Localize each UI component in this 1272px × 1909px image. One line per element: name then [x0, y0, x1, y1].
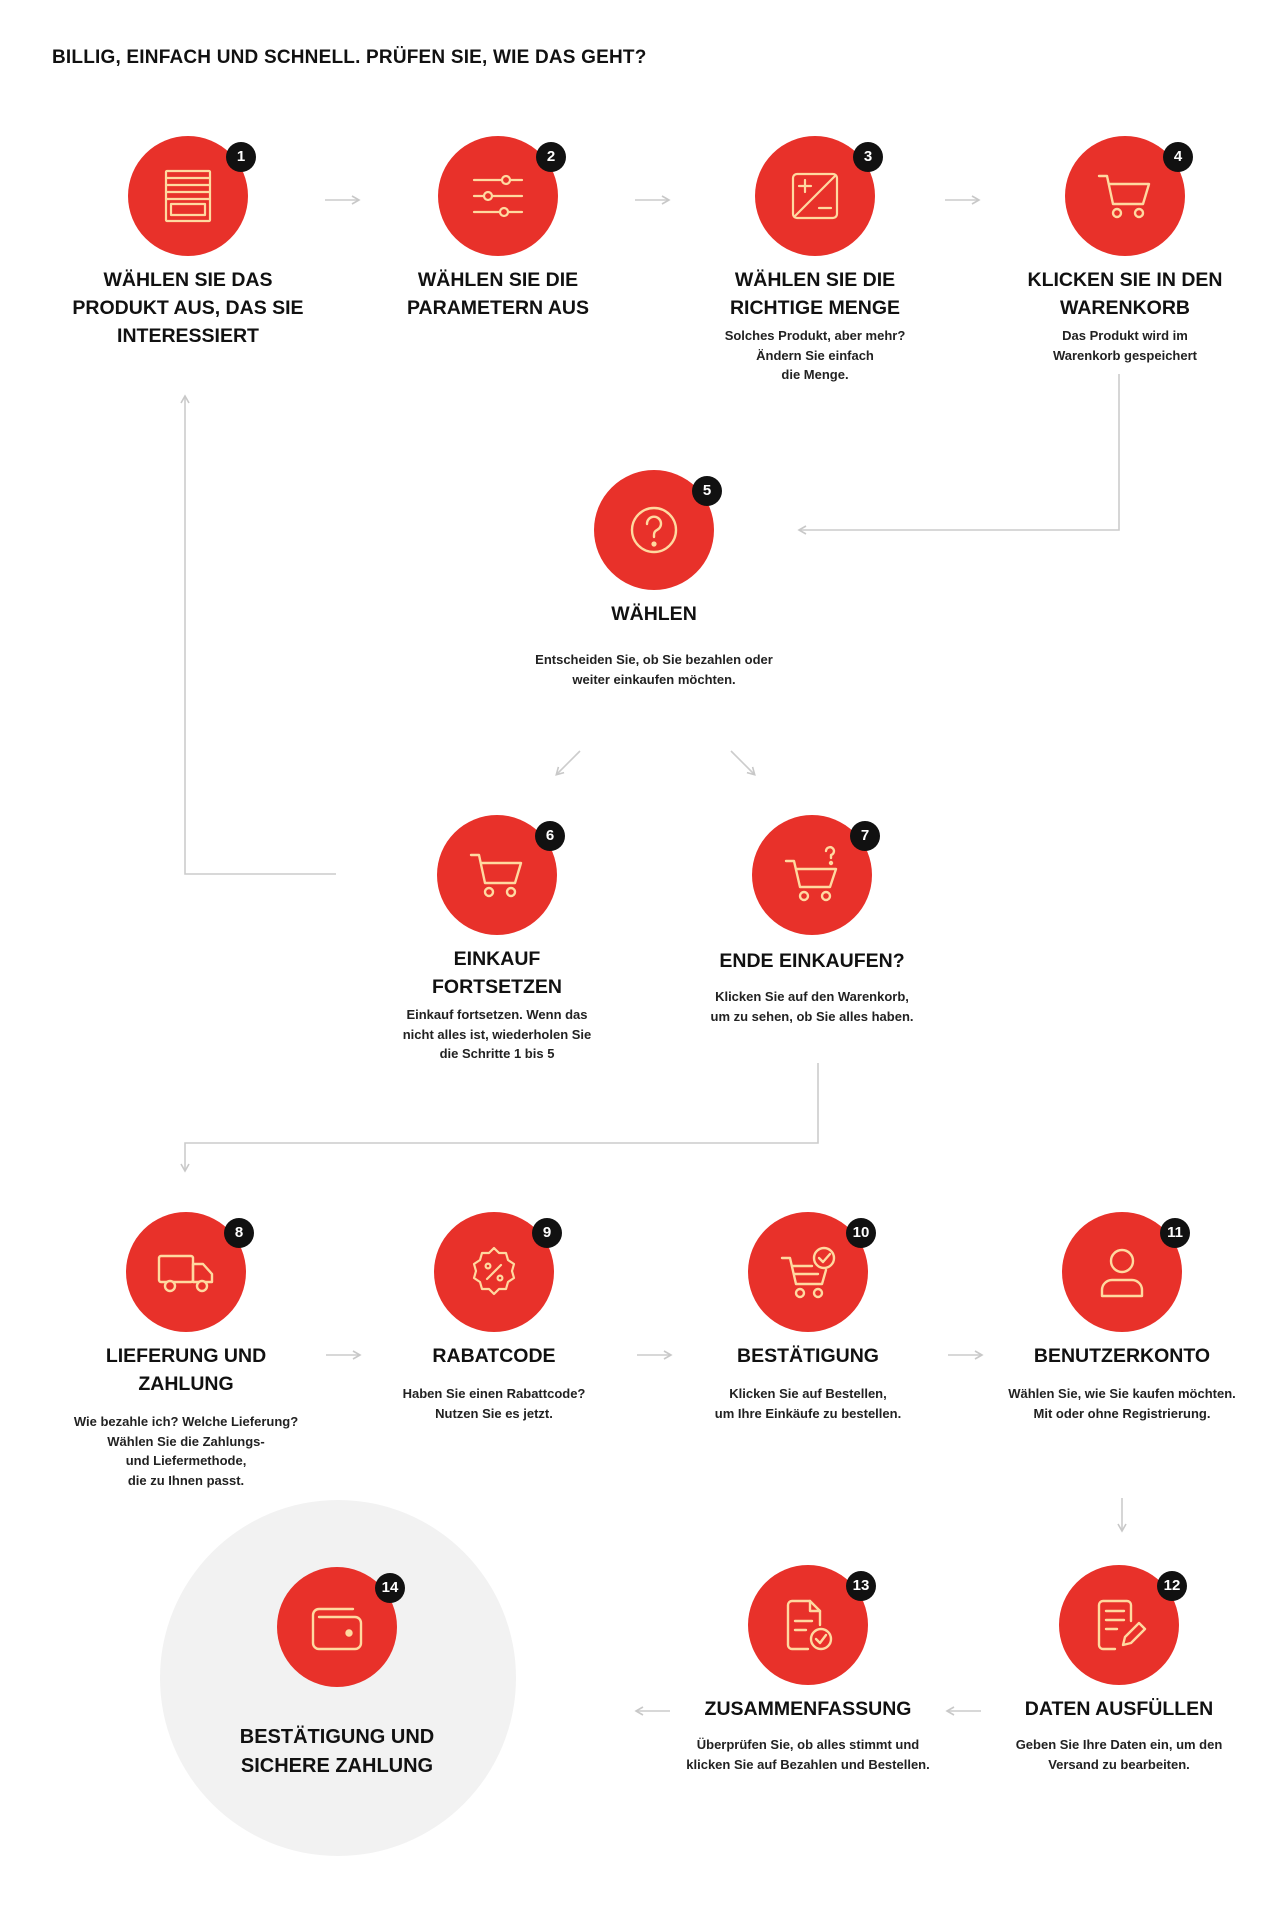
cart-check-icon: [778, 1242, 838, 1302]
step-circle: [1062, 1212, 1182, 1332]
step-title: ZUSAMMENFASSUNG: [704, 1698, 912, 1720]
step-number-badge: 12: [1157, 1571, 1187, 1601]
sliders-icon: [468, 166, 528, 226]
cart-icon: [467, 845, 527, 905]
step-circle: [434, 1212, 554, 1332]
step-number-badge: 13: [846, 1571, 876, 1601]
step-13: [658, 1565, 958, 1774]
step-1: [58, 136, 318, 350]
step-number-badge: 11: [1160, 1218, 1190, 1248]
step-9: [364, 1212, 624, 1423]
wallet-icon: [307, 1597, 367, 1657]
page-title: BILLIG, EINFACH UND SCHNELL. PRÜFEN SIE, WIE DAS GEHT?: [52, 47, 647, 68]
step-title: WÄHLEN SIE DIE RICHTIGE MENGE: [729, 269, 901, 319]
step-circle: [755, 136, 875, 256]
step-description: Überprüfen Sie, ob alles stimmt und klicken Sie auf Bezahlen und Bestellen.: [686, 1737, 930, 1772]
step-number-badge: 10: [846, 1218, 876, 1248]
step-title: LIEFERUNG UND ZAHLUNG: [105, 1345, 267, 1395]
step-title: KLICKEN SIE IN DEN WARENKORB: [1027, 269, 1223, 319]
step-title: DATEN AUSFÜLLEN: [1024, 1698, 1214, 1720]
step-circle: [748, 1565, 868, 1685]
form-edit-icon: [1089, 1595, 1149, 1655]
step-title: WÄHLEN: [611, 603, 697, 625]
step-title: EINKAUF FORTSETZEN: [432, 948, 562, 998]
arrow-5-6: [557, 751, 580, 774]
step-circle: [438, 136, 558, 256]
step-12: [974, 1565, 1264, 1774]
step-8: [56, 1212, 316, 1490]
step-title: BESTÄTIGUNG: [737, 1345, 879, 1367]
step-title: ENDE EINKAUFEN?: [719, 950, 905, 972]
step-number-badge: 3: [853, 142, 883, 172]
step-number-badge: 6: [535, 821, 565, 851]
question-icon: [624, 500, 684, 560]
plus-minus-icon: [785, 166, 845, 226]
step-number-badge: 8: [224, 1218, 254, 1248]
cart-icon: [1095, 166, 1155, 226]
step-title: BESTÄTIGUNG UND SICHERE ZAHLUNG: [239, 1726, 435, 1777]
step-circle: [594, 470, 714, 590]
step-title: BENUTZERKONTO: [1033, 1345, 1211, 1367]
step-11: [977, 1212, 1267, 1423]
connector-6-1: [185, 397, 336, 874]
step-title: RABATCODE: [432, 1345, 556, 1367]
cart-question-icon: [782, 845, 842, 905]
step-description: Solches Produkt, aber mehr? Ändern Sie einfach die Menge.: [724, 328, 906, 382]
step-5: [504, 470, 804, 689]
roller-blind-icon: [158, 166, 218, 226]
step-description: Geben Sie Ihre Daten ein, um den Versand zu bearbeiten.: [1015, 1737, 1223, 1772]
step-number-badge: 2: [536, 142, 566, 172]
truck-icon: [156, 1242, 216, 1302]
step-title: WÄHLEN SIE DIE PARAMETERN AUS: [406, 269, 589, 319]
step-2: [368, 136, 628, 322]
discount-badge-icon: [464, 1242, 524, 1302]
step-description: Klicken Sie auf den Warenkorb, um zu sehen, ob Sie alles haben.: [710, 989, 914, 1024]
user-icon: [1092, 1242, 1152, 1302]
step-description: Wie bezahle ich? Welche Lieferung? Wählen Sie die Zahlungs- und Liefermethode, die zu Ihnen passt.: [73, 1414, 299, 1488]
step-title: WÄHLEN SIE DAS PRODUKT AUS, DAS SIE INTERESSIERT: [72, 269, 304, 347]
step-circle: [748, 1212, 868, 1332]
step-number-badge: 1: [226, 142, 256, 172]
step-description: Klicken Sie auf Bestellen, um Ihre Einkäufe zu bestellen.: [714, 1386, 902, 1421]
step-description: Wählen Sie, wie Sie kaufen möchten. Mit oder ohne Registrierung.: [1008, 1386, 1236, 1421]
step-number-badge: 5: [692, 476, 722, 506]
document-check-icon: [778, 1595, 838, 1655]
step-circle: [277, 1567, 397, 1687]
step-10: [678, 1212, 938, 1423]
step-circle: [1059, 1565, 1179, 1685]
step-circle: [752, 815, 872, 935]
connector-7-8: [185, 1063, 818, 1170]
step-description: Haben Sie einen Rabattcode? Nutzen Sie es jetzt.: [402, 1386, 586, 1421]
step-number-badge: 14: [375, 1573, 405, 1603]
step-14: [207, 1567, 467, 1781]
step-6: [367, 815, 627, 1064]
step-number-badge: 9: [532, 1218, 562, 1248]
step-circle: [1065, 136, 1185, 256]
step-4: [995, 136, 1255, 365]
step-number-badge: 7: [850, 821, 880, 851]
step-circle: [437, 815, 557, 935]
step-description: Das Produkt wird im Warenkorb gespeichert: [1052, 328, 1197, 363]
arrow-5-7: [731, 751, 754, 774]
connector-4-5: [800, 374, 1119, 530]
step-circle: [128, 136, 248, 256]
step-3: [685, 136, 945, 385]
step-description: Einkauf fortsetzen. Wenn das nicht alles ist, wiederholen Sie die Schritte 1 bis 5: [402, 1007, 592, 1061]
step-7: [682, 815, 942, 1026]
step-circle: [126, 1212, 246, 1332]
step-number-badge: 4: [1163, 142, 1193, 172]
step-description: Entscheiden Sie, ob Sie bezahlen oder weiter einkaufen möchten.: [535, 652, 773, 687]
